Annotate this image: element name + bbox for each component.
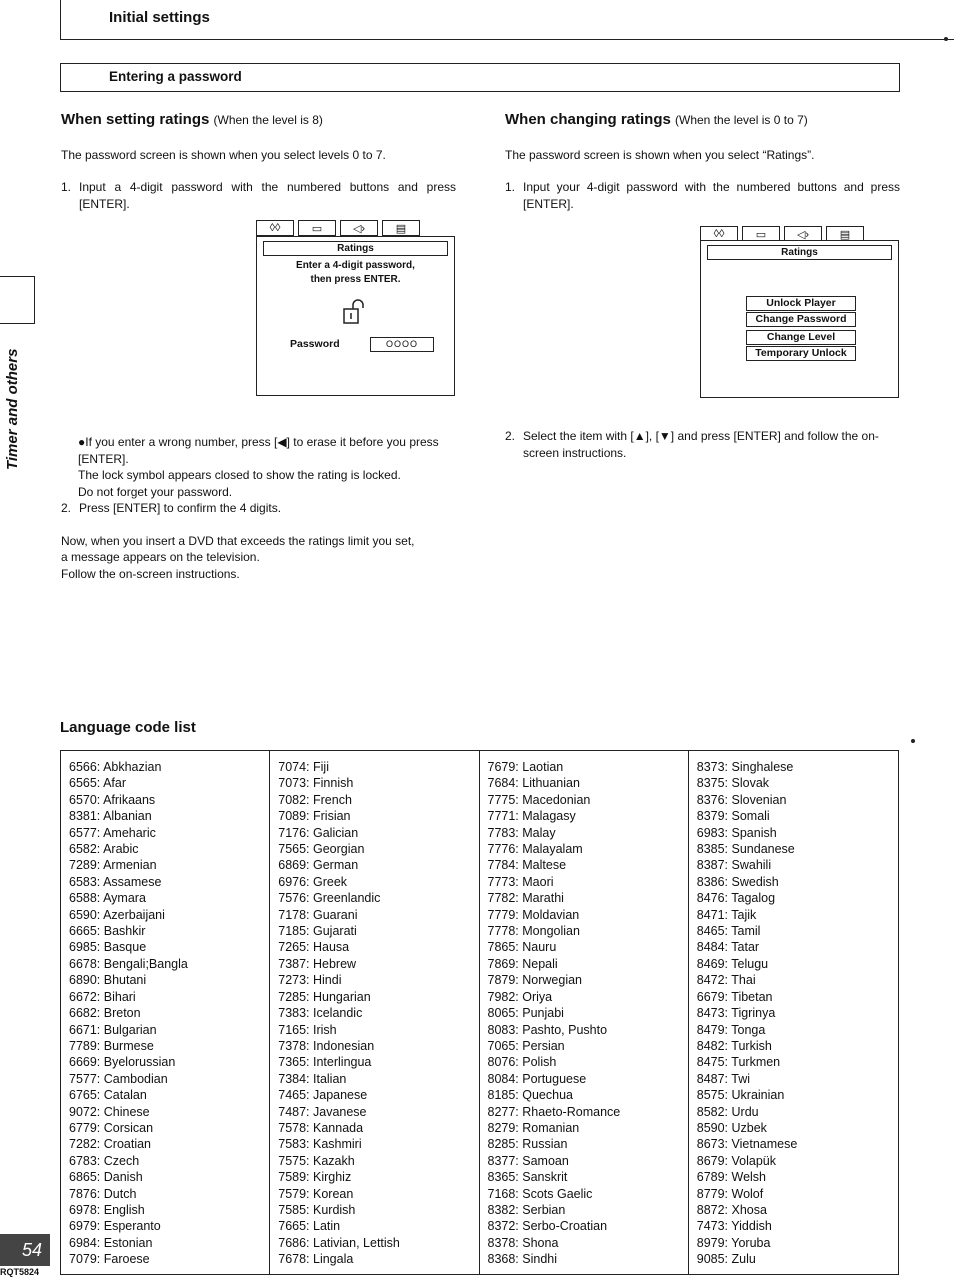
language-code-entry: 7583: Kashmiri xyxy=(278,1137,362,1152)
language-code-entry: 7679: Laotian xyxy=(487,760,564,774)
language-code-entry: 6566: Abkhazian xyxy=(69,760,162,774)
language-code-entry: 8471: Tajik xyxy=(696,907,757,922)
password-label: Password xyxy=(290,338,340,350)
language-code-entry: 6779: Corsican xyxy=(69,1120,154,1135)
language-code-entry: 8376: Slovenian xyxy=(696,792,787,807)
video-tab-icon: ▭ xyxy=(298,220,336,236)
margin-dot xyxy=(911,739,915,743)
audio-tab-icon: ◁› xyxy=(340,220,378,236)
language-code-entry: 8472: Thai xyxy=(696,973,756,988)
language-code-entry: 7982: Oriya xyxy=(487,989,553,1004)
language-code-entry: 8368: Sindhi xyxy=(487,1252,558,1267)
header-left-rule xyxy=(60,0,61,40)
left-after-2: a message appears on the television. xyxy=(61,550,260,564)
language-code-entry: 8378: Shona xyxy=(487,1235,559,1250)
language-code-entry: 7776: Malayalam xyxy=(487,842,583,857)
language-code-entry: 7079: Faroese xyxy=(69,1252,150,1267)
language-code-entry: 6984: Estonian xyxy=(69,1235,153,1250)
language-code-entry: 7578: Kannada xyxy=(278,1120,364,1135)
change-password-button[interactable]: Change Password xyxy=(746,312,856,327)
language-code-entry: 6583: Assamese xyxy=(69,874,162,889)
left-step2-text: Press [ENTER] to confirm the 4 digits. xyxy=(79,501,282,515)
language-code-entry: 8575: Ukrainian xyxy=(696,1088,785,1103)
language-column-1 xyxy=(61,751,270,1274)
language-code-entry: 7779: Moldavian xyxy=(487,907,580,922)
language-code-entry: 8476: Tagalog xyxy=(696,891,776,906)
language-code-entry: 8473: Tigrinya xyxy=(696,1006,776,1021)
language-code-entry: 8469: Telugu xyxy=(696,956,769,971)
disc-tab-icon: ◊◊ xyxy=(700,226,738,242)
language-code-entry: 8381: Albanian xyxy=(69,809,152,824)
language-code-entry: 7585: Kurdish xyxy=(278,1202,356,1217)
language-code-entry: 8479: Tonga xyxy=(696,1022,766,1037)
language-code-entry: 7565: Georgian xyxy=(278,842,365,857)
left-note-lock: The lock symbol appears closed to show the rating is locked. xyxy=(78,468,401,482)
unlock-player-button[interactable]: Unlock Player xyxy=(746,296,856,311)
language-code-entry: 7789: Burmese xyxy=(69,1038,154,1053)
language-code-entry: 8582: Urdu xyxy=(696,1104,759,1119)
language-code-entry: 8277: Rhaeto-Romance xyxy=(487,1104,621,1119)
document-code: RQT5824 xyxy=(0,1267,40,1277)
left-heading xyxy=(61,111,323,128)
language-code-entry: 8279: Romanian xyxy=(487,1120,580,1135)
language-code-entry: 6783: Czech xyxy=(69,1153,140,1168)
left-after-1: Now, when you insert a DVD that exceeds the ratings limit you set, xyxy=(61,534,415,548)
left-note-wrong-number: ●If you enter a wrong number, press [◀] to erase it before you press [ENTER]. xyxy=(78,435,439,466)
language-code-entry: 8065: Punjabi xyxy=(487,1006,564,1021)
language-code-entry: 8487: Twi xyxy=(696,1071,751,1086)
language-code-entry: 7089: Frisian xyxy=(278,809,351,824)
language-code-entry: 6669: Byelorussian xyxy=(69,1055,176,1070)
language-code-entry: 7771: Malagasy xyxy=(487,809,576,824)
language-code-entry: 7289: Armenian xyxy=(69,858,157,873)
language-code-entry: 7684: Lithuanian xyxy=(487,776,580,791)
right-step2 xyxy=(505,428,902,461)
language-code-entry: 9072: Chinese xyxy=(69,1104,150,1119)
language-code-entry: 7384: Italian xyxy=(278,1071,347,1086)
language-code-entry: 8779: Wolof xyxy=(696,1186,764,1201)
language-code-entry: 8285: Russian xyxy=(487,1137,568,1152)
side-section-label: Timer and others xyxy=(4,348,21,470)
language-code-entry: 7165: Irish xyxy=(278,1022,337,1037)
side-tab-marker xyxy=(0,276,35,324)
language-code-entry: 7176: Galician xyxy=(278,825,359,840)
language-code-table xyxy=(60,750,899,1275)
language-code-entry: 7778: Mongolian xyxy=(487,924,580,939)
language-code-entry: 7378: Indonesian xyxy=(278,1038,375,1053)
language-code-entry: 7065: Persian xyxy=(487,1038,565,1053)
screen-frame-right xyxy=(700,240,899,398)
language-code-entry: 8679: Volapük xyxy=(696,1153,776,1168)
language-code-entry: 8084: Portuguese xyxy=(487,1071,587,1086)
screen-message xyxy=(257,259,454,287)
right-intro: The password screen is shown when you select “Ratings”. xyxy=(505,148,815,162)
section-title-box xyxy=(60,63,900,92)
language-code-entry: 8387: Swahili xyxy=(696,858,772,873)
page-number-badge: 54 xyxy=(0,1234,50,1266)
language-code-entry: 8379: Somali xyxy=(696,809,770,824)
right-heading-sub: (When the level is 0 to 7) xyxy=(675,113,808,127)
password-screen xyxy=(256,220,455,396)
language-code-entry: 8482: Turkish xyxy=(696,1038,772,1053)
language-column-2 xyxy=(270,751,479,1274)
language-column-4 xyxy=(689,751,898,1274)
screen-tabs xyxy=(256,220,420,236)
language-code-entry: 7273: Hindi xyxy=(278,973,342,988)
language-code-entry: 6590: Azerbaijani xyxy=(69,907,165,922)
language-code-entry: 8673: Vietnamese xyxy=(696,1137,798,1152)
language-code-entry: 7784: Maltese xyxy=(487,858,567,873)
language-code-entry: 7487: Javanese xyxy=(278,1104,367,1119)
right-step1-number: 1. xyxy=(505,180,516,194)
language-code-entry: 7465: Japanese xyxy=(278,1088,368,1103)
language-code-entry: 8372: Serbo-Croatian xyxy=(487,1219,608,1234)
section-title: Entering a password xyxy=(109,69,242,84)
language-code-entry: 7865: Nauru xyxy=(487,940,557,955)
language-code-entry: 6765: Catalan xyxy=(69,1088,147,1103)
language-code-entry: 8377: Samoan xyxy=(487,1153,569,1168)
language-code-entry: 6985: Basque xyxy=(69,940,147,955)
language-code-entry: 8872: Xhosa xyxy=(696,1202,767,1217)
display-tab-icon: ▤ xyxy=(382,220,420,236)
language-code-entry: 7686: Lativian, Lettish xyxy=(278,1235,400,1250)
language-code-entry: 7773: Maori xyxy=(487,874,554,889)
language-code-entry: 7282: Croatian xyxy=(69,1137,152,1152)
language-code-entry: 7775: Macedonian xyxy=(487,792,591,807)
unlock-icon xyxy=(343,299,365,330)
language-code-entry: 6582: Arabic xyxy=(69,842,139,857)
audio-tab-icon: ◁› xyxy=(784,226,822,242)
language-code-entry: 7265: Hausa xyxy=(278,940,350,955)
password-field[interactable]: OOOO xyxy=(370,337,434,352)
language-code-entry: 6577: Ameharic xyxy=(69,825,156,840)
language-code-entry: 7678: Lingala xyxy=(278,1252,354,1267)
language-code-entry: 6976: Greek xyxy=(278,874,348,889)
display-tab-icon: ▤ xyxy=(826,226,864,242)
disc-tab-icon: ◊◊ xyxy=(256,220,294,236)
language-code-entry: 7178: Guarani xyxy=(278,907,358,922)
language-code-entry: 8590: Uzbek xyxy=(696,1120,767,1135)
left-step1-number: 1. xyxy=(61,180,72,194)
language-code-entry: 7782: Marathi xyxy=(487,891,564,906)
language-code-entry: 7074: Fiji xyxy=(278,760,329,774)
temporary-unlock-button[interactable]: Temporary Unlock xyxy=(746,346,856,361)
language-code-entry: 7589: Kirghiz xyxy=(278,1170,352,1185)
language-code-entry: 7383: Icelandic xyxy=(278,1006,363,1021)
language-code-entry: 8373: Singhalese xyxy=(696,760,794,774)
language-code-entry: 7665: Latin xyxy=(278,1219,341,1234)
language-code-entry: 6890: Bhutani xyxy=(69,973,147,988)
language-code-entry: 8076: Polish xyxy=(487,1055,557,1070)
left-heading-sub: (When the level is 8) xyxy=(213,113,323,127)
language-code-entry: 8365: Sanskrit xyxy=(487,1170,568,1185)
screen-message-line2: then press ENTER. xyxy=(310,274,401,285)
language-code-entry: 6565: Afar xyxy=(69,776,126,791)
right-step2-text: Select the item with [▲], [▼] and press [ENTER] and follow the on-screen instructions. xyxy=(523,429,879,460)
left-step1-text: Input a 4-digit password with the numbered buttons and press [ENTER]. xyxy=(79,180,456,211)
right-step1-text: Input your 4-digit password with the numbered buttons and press [ENTER]. xyxy=(523,180,900,211)
page-title: Initial settings xyxy=(109,9,210,26)
language-code-entry: 6665: Bashkir xyxy=(69,924,146,939)
language-code-entry: 7577: Cambodian xyxy=(69,1071,168,1086)
language-column-3 xyxy=(480,751,689,1274)
screen-title-right: Ratings xyxy=(707,245,892,260)
language-code-entry: 6678: Bengali;Bangla xyxy=(69,956,188,971)
right-step1 xyxy=(505,179,900,212)
language-code-entry: 8375: Slovak xyxy=(696,776,770,791)
language-code-entry: 7473: Yiddish xyxy=(696,1219,772,1234)
language-code-entry: 6979: Esperanto xyxy=(69,1219,161,1234)
language-code-entry: 7185: Gujarati xyxy=(278,924,357,939)
language-code-entry: 9085: Zulu xyxy=(696,1252,756,1267)
screen-title: Ratings xyxy=(263,241,448,256)
language-code-entry: 7073: Finnish xyxy=(278,776,354,791)
language-code-entry: 8185: Quechua xyxy=(487,1088,573,1103)
left-heading-main: When setting ratings xyxy=(61,111,210,128)
language-code-entry: 8465: Tamil xyxy=(696,924,761,939)
language-code-entry: 6789: Welsh xyxy=(696,1170,767,1185)
language-code-entry: 8979: Yoruba xyxy=(696,1235,771,1250)
language-code-entry: 8386: Swedish xyxy=(696,874,779,889)
language-code-entry: 7575: Kazakh xyxy=(278,1153,355,1168)
language-code-entry: 7869: Nepali xyxy=(487,956,558,971)
right-heading-main: When changing ratings xyxy=(505,111,671,128)
change-level-button[interactable]: Change Level xyxy=(746,330,856,345)
language-code-entry: 7387: Hebrew xyxy=(278,956,357,971)
right-heading xyxy=(505,111,808,128)
right-step2-number: 2. xyxy=(505,429,516,443)
left-intro: The password screen is shown when you select levels 0 to 7. xyxy=(61,148,386,162)
language-code-entry: 6679: Tibetan xyxy=(696,989,773,1004)
video-tab-icon: ▭ xyxy=(742,226,780,242)
language-code-entry: 7082: French xyxy=(278,792,352,807)
language-code-entry: 6672: Bihari xyxy=(69,989,136,1004)
language-code-entry: 8382: Serbian xyxy=(487,1202,566,1217)
left-note-forget: Do not forget your password. xyxy=(78,485,233,499)
header-rule xyxy=(60,39,954,40)
language-code-entry: 8475: Turkmen xyxy=(696,1055,781,1070)
language-code-entry: 6682: Breton xyxy=(69,1006,141,1021)
language-code-entry: 7579: Korean xyxy=(278,1186,354,1201)
language-code-entry: 7168: Scots Gaelic xyxy=(487,1186,593,1201)
screen-frame xyxy=(256,236,455,396)
language-code-entry: 6978: English xyxy=(69,1202,145,1217)
language-code-entry: 7879: Norwegian xyxy=(487,973,583,988)
left-step2-number: 2. xyxy=(61,501,72,515)
language-code-entry: 6671: Bulgarian xyxy=(69,1022,157,1037)
language-code-entry: 6570: Afrikaans xyxy=(69,792,156,807)
language-code-entry: 6983: Spanish xyxy=(696,825,777,840)
language-code-entry: 7876: Dutch xyxy=(69,1186,137,1201)
language-heading: Language code list xyxy=(60,719,196,736)
ratings-menu-screen xyxy=(700,226,899,398)
language-code-entry: 7783: Malay xyxy=(487,825,556,840)
header-dot xyxy=(944,37,948,41)
language-code-entry: 6869: German xyxy=(278,858,359,873)
language-code-entry: 7365: Interlingua xyxy=(278,1055,372,1070)
language-code-entry: 8083: Pashto, Pushto xyxy=(487,1022,608,1037)
language-code-entry: 6588: Aymara xyxy=(69,891,146,906)
left-after-3: Follow the on-screen instructions. xyxy=(61,567,240,581)
screen-message-line1: Enter a 4-digit password, xyxy=(296,260,415,271)
language-code-entry: 8385: Sundanese xyxy=(696,842,795,857)
left-step1 xyxy=(61,179,456,212)
language-code-entry: 7285: Hungarian xyxy=(278,989,371,1004)
language-code-entry: 6865: Danish xyxy=(69,1170,143,1185)
language-code-entry: 7576: Greenlandic xyxy=(278,891,381,906)
language-code-entry: 8484: Tatar xyxy=(696,940,760,955)
left-step2 xyxy=(61,500,441,517)
